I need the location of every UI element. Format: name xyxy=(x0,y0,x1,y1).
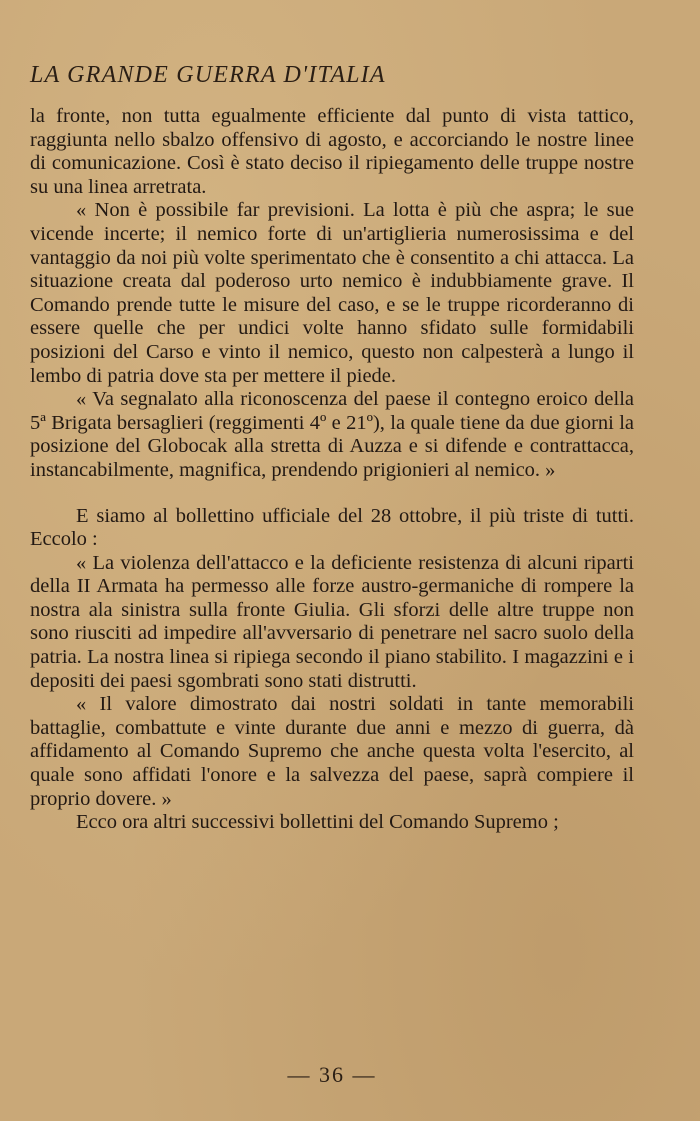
page-number: — 36 — xyxy=(287,1062,377,1087)
paragraph-2: « Non è possibile far previsioni. La lotta è più che aspra; le sue vicende incerte; il nemico forte di un'artiglieria numerosissima e del vantaggio da noi più volte sperimentato che è consentito a chi attacca. La situazione creata dal poderoso urto nemico è indubbiamente grave. Il Comando prende tutte le misure del caso, e se le truppe ricorderanno di essere quelle che per undici volte hanno sfidato sulle formidabili posizioni del Carso e vinto il nemico, questo non calpesterà a lungo il lembo di patria dove sta per mettere il piede. xyxy=(30,199,634,387)
paragraph-4: E siamo al bollettino ufficiale del 28 ottobre, il più triste di tutti. Eccolo : xyxy=(30,504,634,551)
paragraph-7: Ecco ora altri successivi bollettini del Comando Supremo ; xyxy=(76,811,559,834)
running-head: LA GRANDE GUERRA D'ITALIA xyxy=(30,62,386,88)
body-text xyxy=(30,105,634,835)
paragraph-5: « La violenza dell'attacco e la deficiente resistenza di alcuni riparti della II Armata ha permesso alle forze austro-germaniche di rompere la nostra ala sinistra sulla fronte Giulia. Gli sforzi delle altre truppe non sono riusciti ad impedire all'avversario di penetrare nel sacro suolo della patria. La nostra linea si ripiega secondo il piano stabilito. I magazzini e i depositi dei paesi sgombrati sono stati distrutti. xyxy=(30,551,634,692)
paragraph-6: « Il valore dimostrato dai nostri soldati in tante memorabili battaglie, combattute e vinte durante due anni e mezzo di guerra, dà affidamento al Comando Supremo che anche questa volta l'esercito, al quale sono affidati l'onore e la salvezza del paese, saprà compiere il proprio dovere. » xyxy=(30,693,634,810)
paragraph-1: la fronte, non tutta egualmente efficiente dal punto di vista tattico, raggiunta nello sbalzo offensivo di agosto, e accorciando le nostre linee di comunicazione. Così è stato deciso il ripiegamento delle truppe nostre su una linea arretrata. xyxy=(30,105,634,198)
section-gap xyxy=(30,483,634,505)
paragraph-3: « Va segnalato alla riconoscenza del paese il contegno eroico della 5ª Brigata bersaglieri (reggimenti 4º e 21º), la quale tiene da due giorni la posizione del Globocak alla stretta di Auzza e si difende e contrattacca, instancabilmente, magnifica, prendendo prigionieri al nemico. » xyxy=(30,388,634,481)
book-page xyxy=(30,62,634,1112)
